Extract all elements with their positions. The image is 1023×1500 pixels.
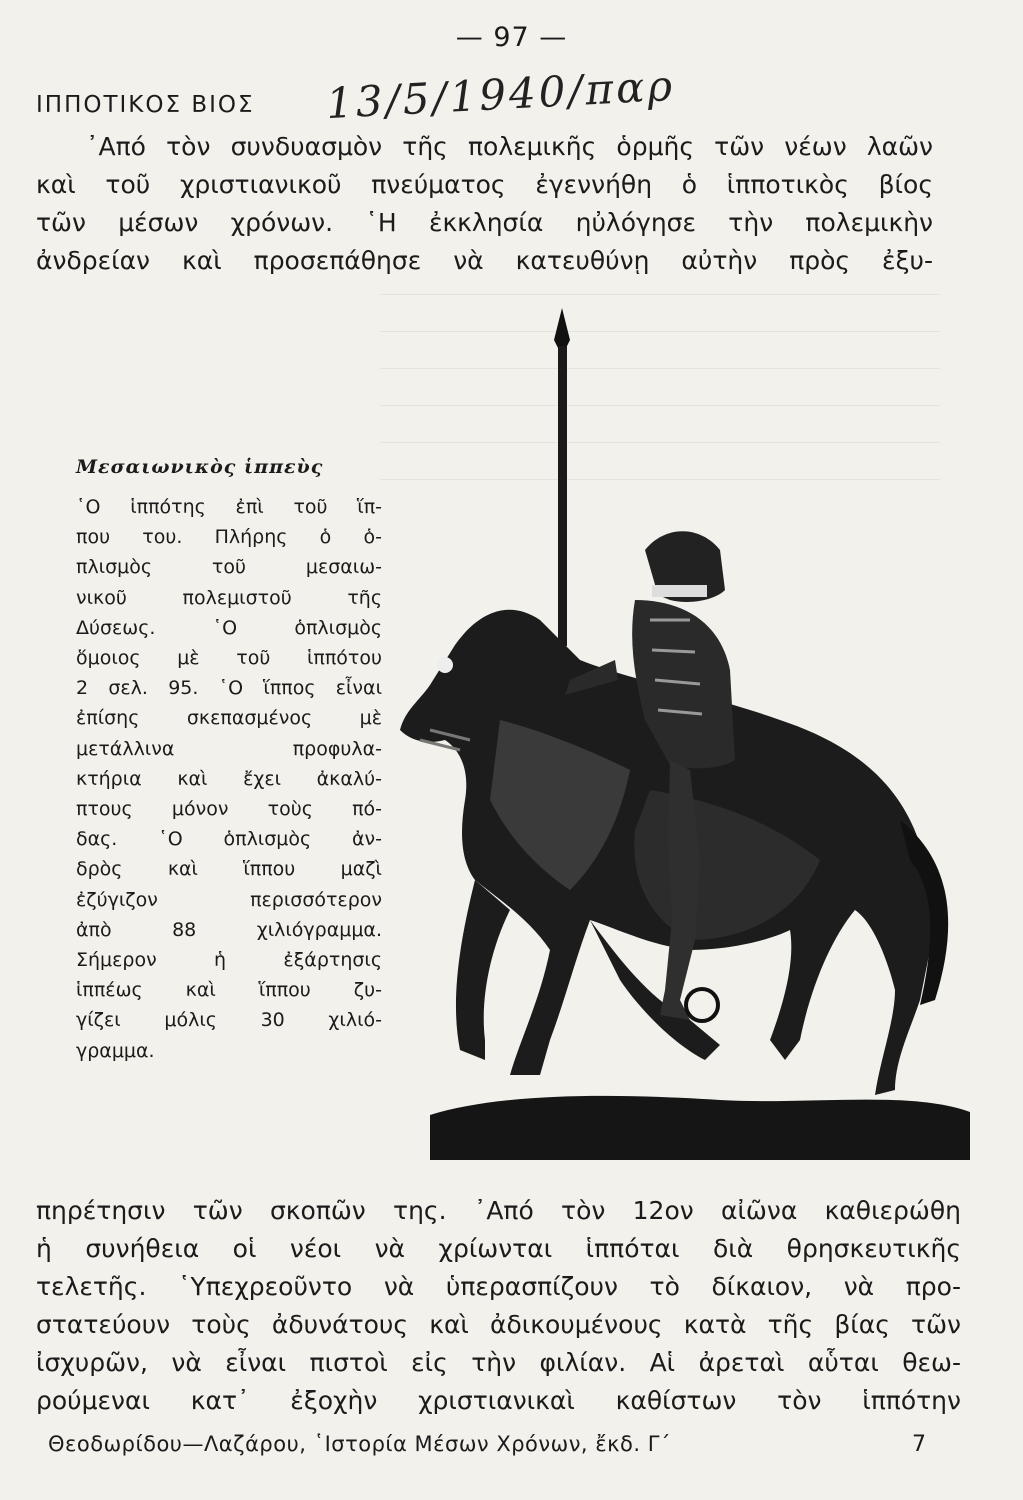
caption-line: ἐζύγιζον περισσότερον: [76, 888, 382, 911]
text-line: ἀνδρείαν καὶ προσεπάθησε νὰ κατευθύνῃ αὐτὴν πρὸς ἐξυ-: [36, 246, 933, 275]
figure-caption: [76, 456, 382, 1066]
page-number: — 97 —: [455, 22, 568, 53]
text-line: πηρέτησιν τῶν σκοπῶν της. ᾿Από τὸν 12ον αἰῶνα καθιερώθη: [36, 1196, 961, 1225]
lance: [554, 308, 570, 646]
caption-line: μετάλλινα προφυλα-: [76, 737, 382, 760]
caption-line: ῾Ο ἱππότης ἐπὶ τοῦ ἵπ-: [76, 496, 382, 518]
caption-title: Μεσαιωνικὸς ἱππεὺς: [76, 456, 324, 478]
caption-line: δρὸς καὶ ἵππου μαζὶ: [76, 858, 382, 881]
ground-shadow: [430, 1096, 970, 1160]
caption-line: πλισμὸς τοῦ μεσαιω-: [76, 556, 382, 579]
footer-sheet-number: 7: [912, 1432, 926, 1457]
text-line: στατεύουν τοὺς ἀδυνάτους καὶ ἀδικουμένους κατὰ τῆς βίας τῶν: [36, 1310, 961, 1339]
text-line: ἡ συνήθεια οἱ νέοι νὰ χρίωνται ἱππόται διὰ θρησκευτικῆς: [36, 1234, 961, 1263]
caption-line: που του. Πλήρης ὁ ὁ-: [76, 526, 382, 549]
text-line: καὶ τοῦ χριστιανικοῦ πνεύματος ἐγεννήθη ὁ ἱπποτικὸς βίος: [36, 170, 933, 199]
text-line: τῶν μέσων χρόνων. ῾Η ἐκκλησία ηὐλόγησε τὴν πολεμικὴν: [36, 208, 933, 237]
text-line: ἰσχυρῶν, νὰ εἶναι πιστοὶ εἰς τὴν φιλίαν. Αἱ ἀρεταὶ αὗται θεω-: [36, 1348, 961, 1377]
caption-line: γίζει μόλις 30 χιλιό-: [76, 1009, 382, 1032]
intro-paragraph: [36, 128, 933, 280]
caption-line: ἐπίσης σκεπασμένος μὲ: [76, 707, 382, 730]
text-line: ρούμεναι κατ᾿ ἐξοχὴν χριστιανικαὶ καθίστων τὸν ἱππότην: [36, 1386, 961, 1415]
section-title: ΙΠΠΟΤΙΚΟΣ ΒΙΟΣ: [36, 92, 255, 118]
knight-illustration: [390, 300, 980, 1165]
caption-line: Δύσεως. ῾Ο ὁπλισμὸς: [76, 616, 382, 639]
header-row: [36, 60, 936, 129]
text-line: ᾿Από τὸν συνδυασμὸν τῆς πολεμικῆς ὁρμῆς τῶν νέων λαῶν: [86, 132, 933, 161]
continuation-paragraph: [36, 1192, 961, 1420]
caption-line: δας. ῾Ο ὁπλισμὸς ἀν-: [76, 828, 382, 851]
caption-line: γραμμα.: [76, 1039, 155, 1062]
footer-citation: Θεοδωρίδου—Λαζάρου, ῾Ιστορία Μέσων Χρόνων, ἔκδ. Γ΄: [48, 1432, 671, 1456]
text-line: τελετῆς. ῾Υπεχρεοῦντο νὰ ὑπερασπίζουν τὸ δίκαιον, νὰ προ-: [36, 1272, 961, 1301]
handwritten-note: 13/5/1940/παρ: [324, 60, 677, 129]
caption-line: κτήρια καὶ ἔχει ἀκαλύ-: [76, 767, 382, 790]
caption-line: Σήμερον ἡ ἐξάρτησις: [76, 949, 382, 972]
caption-line: ἱππέως καὶ ἵππου ζυ-: [76, 979, 382, 1002]
caption-line: ἀπὸ 88 χιλιόγραμμα.: [76, 918, 382, 941]
caption-line: πτους μόνον τοὺς πό-: [76, 798, 382, 821]
caption-line: ὅμοιος μὲ τοῦ ἱππότου: [76, 647, 382, 670]
caption-line: νικοῦ πολεμιστοῦ τῆς: [76, 586, 382, 609]
caption-line: 2 σελ. 95. ῾Ο ἵππος εἶναι: [76, 677, 382, 700]
caption-text: [76, 492, 382, 1066]
